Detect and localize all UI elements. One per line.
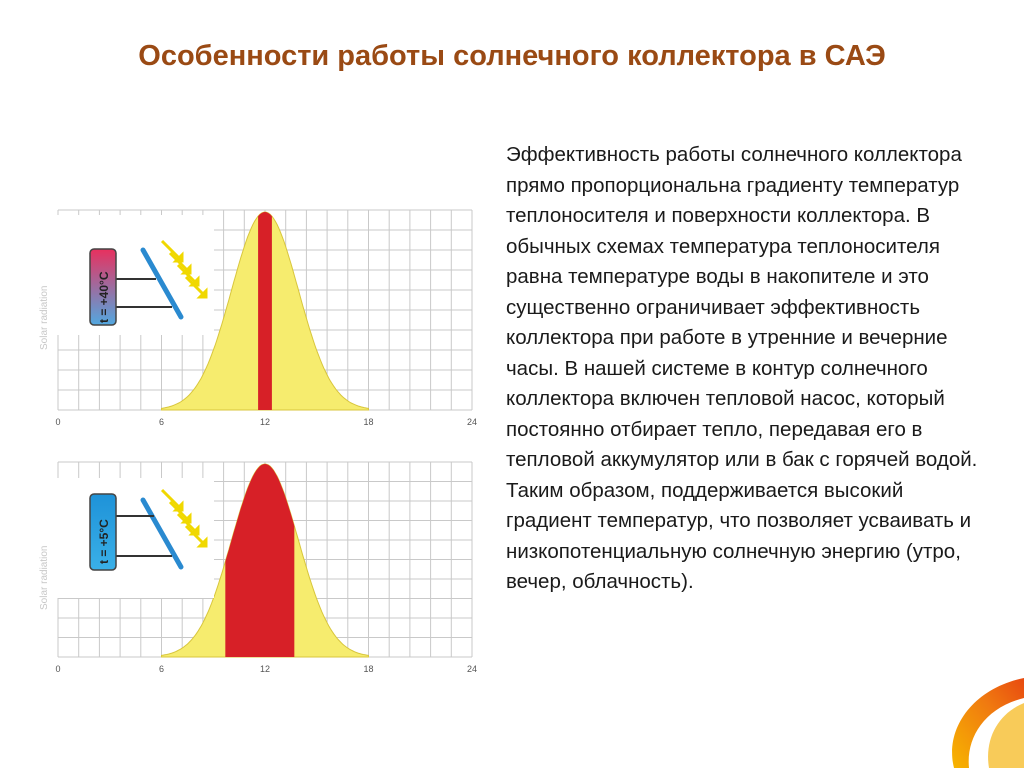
- collector-inset: [54, 215, 214, 335]
- temperature-label: t = +40°C: [97, 271, 111, 323]
- collector-diagram-hot: [30, 185, 485, 430]
- x-tick-label: 24: [466, 664, 478, 674]
- x-tick-label: 0: [55, 417, 61, 427]
- used-radiation-band: [225, 457, 294, 657]
- axis-label: Solar radiation: [39, 285, 50, 350]
- x-tick-label: 6: [158, 417, 165, 427]
- axis-label: Solar radiation: [39, 545, 50, 610]
- x-tick-label: 12: [259, 417, 271, 427]
- x-tick-label: 0: [55, 664, 61, 674]
- used-radiation-band: [258, 205, 272, 410]
- x-axis-ticks: [55, 417, 477, 427]
- collector-inset: [54, 478, 214, 598]
- slide-title: Особенности работы солнечного коллектора в САЭ: [138, 40, 886, 72]
- x-tick-label: 6: [158, 664, 165, 674]
- slide-body-text: Эффективность работы солнечного коллектора прямо пропорциональна градиенту температур теплоносителя и поверхности коллектора. В обычных схемах температура теплоносителя равна температуре воды в накопителе и это существенно ограничивает эффективность коллектора при работе в утренние и вечерние часы. В нашей системе в контур солнечного коллектора включен тепловой насос, который постоянно отбирает тепло, передавая его в тепловой аккумулятор или в бак с горячей водой. Таким образом, поддерживается высокий градиент температур, что позволяет усваивать и низкопотенциальную солнечную энергию (утро, вечер, облачность).: [506, 143, 978, 593]
- x-tick-label: 12: [259, 664, 271, 674]
- x-tick-label: 18: [363, 417, 374, 427]
- x-tick-label: 18: [363, 664, 374, 674]
- collector-diagram-cold: [30, 452, 485, 692]
- x-axis-ticks: [55, 664, 477, 674]
- temperature-label: t = +5°C: [97, 519, 111, 564]
- x-tick-label: 24: [466, 417, 478, 427]
- flame-decoration: [914, 658, 1024, 768]
